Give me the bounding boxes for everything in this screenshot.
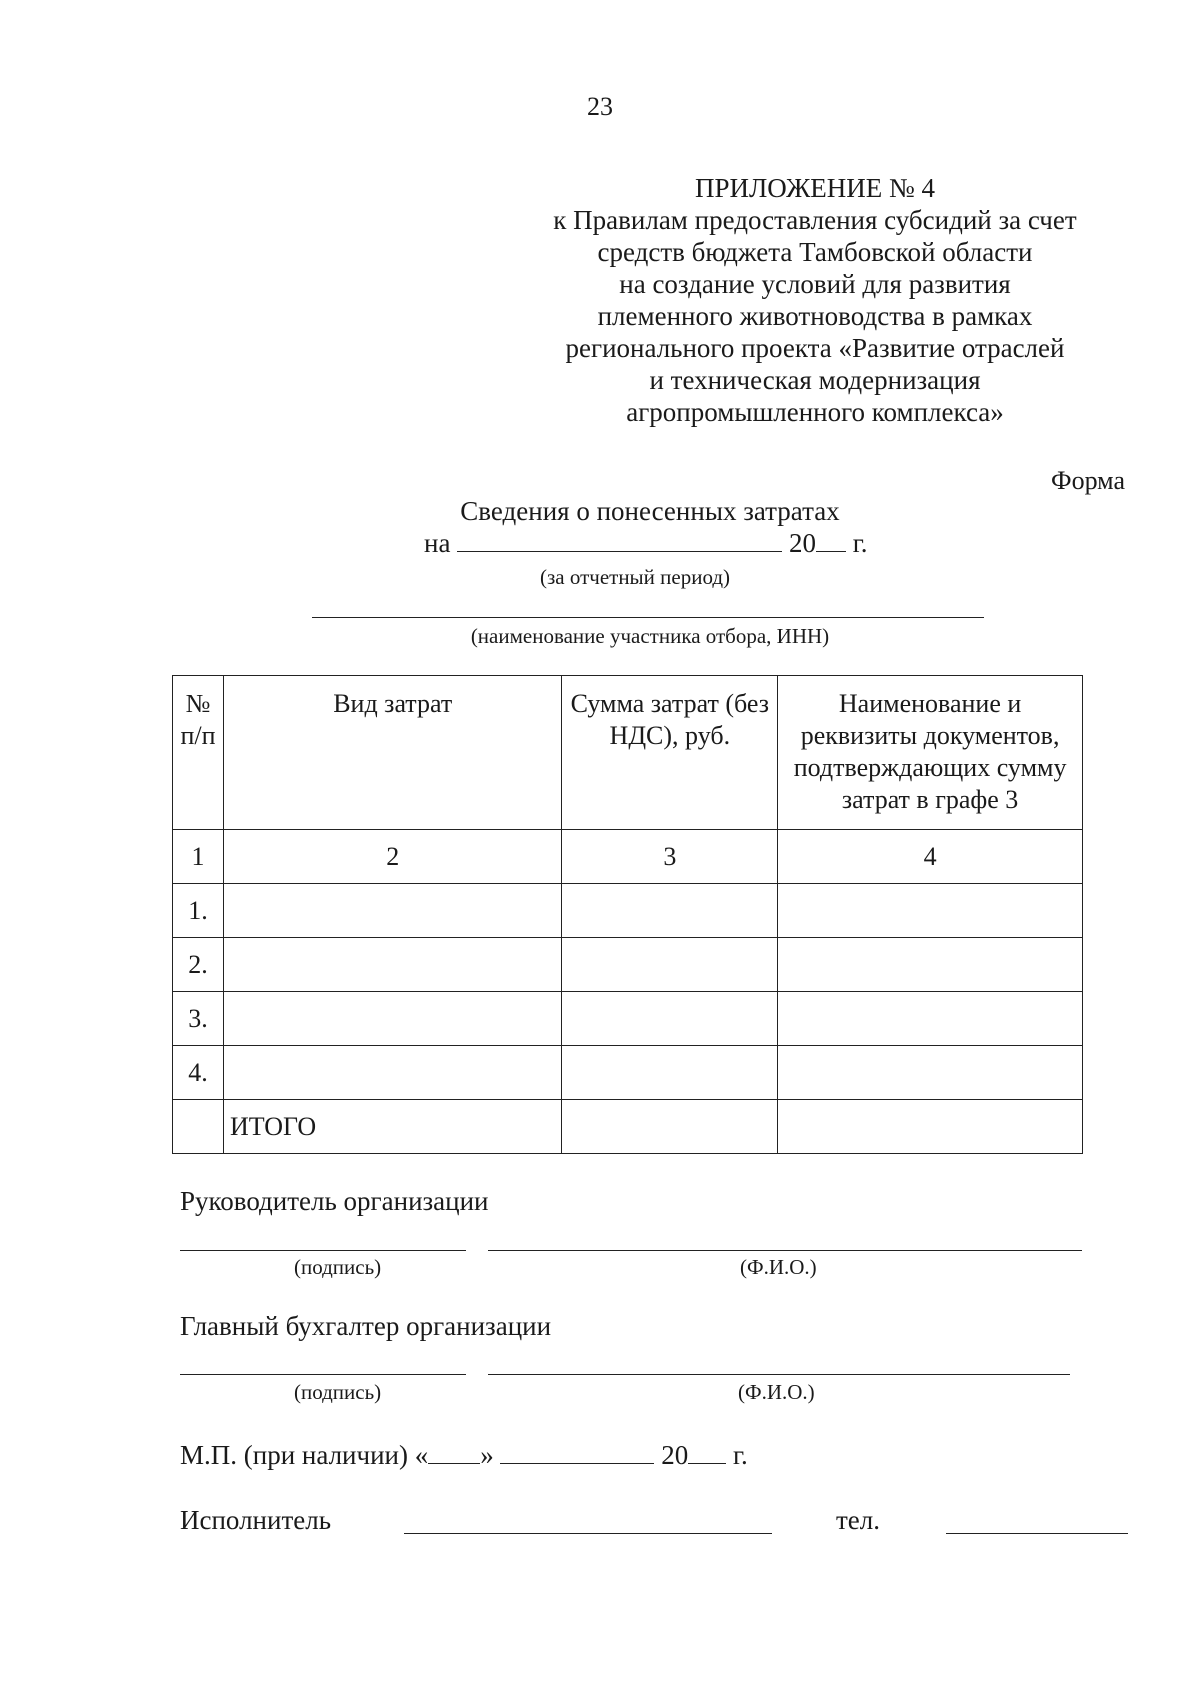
row-index: 4. [173,1046,224,1100]
appendix-header [530,172,1100,428]
table-row [173,992,1083,1046]
appendix-line: агропромышленного комплекса» [626,397,1004,427]
period-line [424,528,867,559]
appendix-line: средств бюджета Тамбовской области [597,237,1033,267]
appendix-line: регионального проекта «Развитие отраслей [565,333,1065,363]
stamp-month-field[interactable] [500,1441,654,1464]
row-index: 1. [173,884,224,938]
appendix-line: племенного животноводства в рамках [597,301,1033,331]
period-prefix: на [424,528,451,558]
participant-caption: (наименование участника отбора, ИНН) [470,624,830,648]
stamp-year-prefix: 20 [661,1440,689,1470]
signature-caption: (подпись) [294,1380,382,1404]
head-signature-field[interactable] [180,1250,466,1251]
accountant-name-field[interactable] [488,1374,1070,1375]
stamp-quote-close: » [480,1440,494,1470]
stamp-day-field[interactable] [428,1441,480,1464]
appendix-title: ПРИЛОЖЕНИЕ № 4 [694,173,936,203]
cost-sum-cell[interactable] [562,884,778,938]
head-name-field[interactable] [488,1250,1082,1251]
documents-cell[interactable] [778,884,1083,938]
stamp-line [180,1440,748,1471]
cost-sum-cell[interactable] [562,992,778,1046]
total-index-cell [173,1100,224,1154]
report-title-text: Сведения о понесенных затратах [460,496,840,526]
total-sum-cell[interactable] [562,1100,778,1154]
phone-field[interactable] [946,1533,1128,1534]
accountant-label: Главный бухгалтер организации [180,1311,552,1341]
cost-type-cell[interactable] [223,1046,562,1100]
period-year-suffix: г. [852,528,868,558]
cost-type-cell[interactable] [223,938,562,992]
form-label: Форма [1051,466,1125,495]
documents-cell[interactable] [778,1046,1083,1100]
name-caption: (Ф.И.О.) [740,1255,817,1279]
participant-field[interactable] [312,617,984,618]
table-row [173,938,1083,992]
period-year-field[interactable] [816,529,846,552]
column-number: 2 [223,830,562,884]
period-field[interactable] [457,529,782,552]
stamp-year-suffix: г. [732,1440,748,1470]
documents-cell[interactable] [778,992,1083,1046]
header-documents: Наименование и реквизиты документов, подтверждающих сумму затрат в графе 3 [778,676,1083,830]
column-number: 1 [173,830,224,884]
row-index: 2. [173,938,224,992]
cost-sum-cell[interactable] [562,1046,778,1100]
total-row [173,1100,1083,1154]
signature-caption: (подпись) [294,1255,382,1279]
row-index: 3. [173,992,224,1046]
costs-table [172,675,1083,1154]
appendix-line: на создание условий для развития [619,269,1011,299]
column-number-row [173,830,1083,884]
phone-label: тел. [836,1505,881,1535]
documents-cell[interactable] [778,938,1083,992]
stamp-year-field[interactable] [688,1441,726,1464]
accountant-signature-field[interactable] [180,1374,466,1375]
table-row [173,1046,1083,1100]
header-cost-type: Вид затрат [223,676,562,830]
header-number: № п/п [173,676,224,830]
header-cost-sum: Сумма затрат (без НДС), руб. [562,676,778,830]
head-label: Руководитель организации [180,1186,489,1216]
appendix-line: к Правилам предоставления субсидий за счет [553,205,1077,235]
report-title [0,496,1200,527]
period-caption: (за отчетный период) [540,565,731,589]
total-documents-cell[interactable] [778,1100,1083,1154]
stamp-prefix: М.П. (при наличии) « [180,1440,429,1470]
period-year-prefix: 20 [788,528,816,558]
executor-field[interactable] [404,1533,772,1534]
appendix-line: и техническая модернизация [649,365,981,395]
name-caption: (Ф.И.О.) [738,1380,815,1404]
executor-label: Исполнитель [180,1505,332,1535]
cost-type-cell[interactable] [223,884,562,938]
table-header-row [173,676,1083,830]
cost-type-cell[interactable] [223,992,562,1046]
page-number: 23 [587,92,613,121]
column-number: 4 [778,830,1083,884]
table-row [173,884,1083,938]
cost-sum-cell[interactable] [562,938,778,992]
total-label: ИТОГО [223,1100,562,1154]
column-number: 3 [562,830,778,884]
